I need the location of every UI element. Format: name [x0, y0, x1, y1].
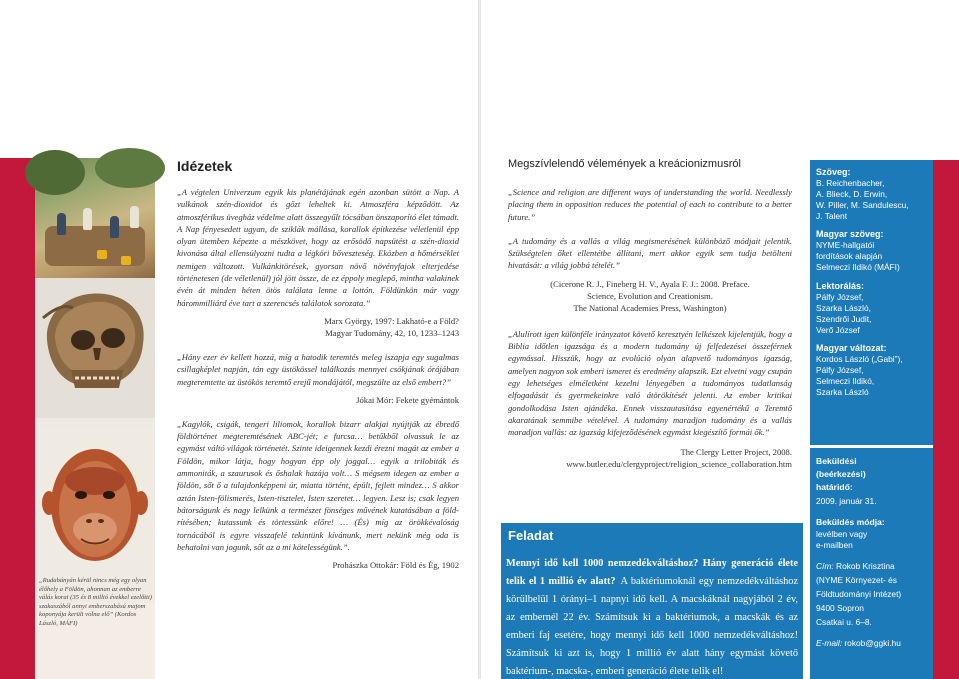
image-column — [35, 158, 155, 679]
quote-prohaszka: „Kagylók, csigák, tengeri liliomok, korallok bizarr alakjai nyújtják az ébredő földtörténet megteremtésének ABC-jét; e furcsa… betűkből olvassuk le az egymást váltó világok történetét. Szinte ideigennek kezdi érezni magát az ember a Földön, mikor látja, hogy hogyan épp oly joggal… egyik a trilobiták és ammoniták, a szaurusok és őshalak hazája volt… S mégsem idegen az ember a földön, sőt ő a tulajdonképpeni úr, miatta történt, épült, fejlett mindez… S akkor aztán Isten-fölismerés, Isten-tisztelet, Isten szeretet… legyen. Lesz is; csak legyen bátorságunk és nagy lelkünk a természet fönséges művének kutatásában a föld-rítésében; kutassunk és törtessünk előre! … (És) míg az örökkévalóság tornácából is egyre visszafelé tekintünk kívánunk, mert nekünk még oda is behatolni van jogunk, sőt az a mi kötelességünk.”. — [177, 418, 459, 552]
source-cicerone-line3: The National Academies Press, Washington) — [573, 302, 727, 313]
source-marx-line1: Marx György, 1997: Lakható-e a Föld? — [324, 315, 459, 326]
credits-text-line: A. Blieck, D. Erwin, — [816, 189, 888, 200]
address-label: Cím: — [816, 561, 834, 571]
ape-face-illustration — [35, 433, 155, 583]
credits-version-heading: Magyar változat: — [816, 343, 887, 353]
source-clergy-url: www.butler.edu/clergyproject/religion_science_collaboration.htm — [566, 459, 792, 470]
credits-version-line: Szarka László — [816, 387, 869, 398]
task-box — [501, 523, 803, 679]
credits-hungarian-text — [816, 228, 931, 273]
credits-version-line: Selmeczi Ildikó, — [816, 376, 875, 387]
credits-text-heading: Szöveg: — [816, 167, 851, 177]
source-marx-line2: Magyar Tudomány, 42, 10, 1233–1243 — [325, 327, 459, 338]
task-body: A baktériumoknál egy nemzedékváltáshoz körülbelül 1 órányi–1 napnyi idő kell. A macskáknál nagyjából 2 év, az embernél 22 év. Számítsuk ki a baktériumok, a macskák és az emberi faj esetére, hogy mennyi idő kell 1000 nemzedékváltáshoz! Számítsuk ki azt is, hogy 1 millió év alatt hány egymást követő baktérium-, macska-, emberi generáció élete telik el! — [506, 576, 799, 677]
right-page — [481, 0, 959, 679]
deadline-heading: Beküldési — [816, 456, 857, 466]
credits-hungarian-line: fordítások alapján — [816, 251, 883, 262]
source-cicerone-line2: Science, Evolution and Creationism. — [587, 290, 713, 301]
credits-hungarian-line: Selmeczi Ildikó (MÁFI) — [816, 262, 900, 273]
postal-address — [816, 561, 931, 628]
credits-text-line: W. Piller, M. Sandulescu, — [816, 200, 909, 211]
source-jokai: Jókai Mór: Fekete gyémántok — [356, 394, 459, 405]
submission-method-heading: Beküldés módja: — [816, 517, 885, 527]
right-red-bar — [933, 160, 959, 679]
credits-hungarian-heading: Magyar szöveg: — [816, 229, 884, 239]
left-red-bar — [0, 158, 35, 679]
source-marx — [177, 315, 459, 339]
quote-clergy-letter: „Alulírott igen különféle irányzatot követő keresztyén lelkészek kijelentjük, hogy a Biblia időtlen igazsága és a modern tudomány új felfedezései összeférnek egymással. Hisszük, hogy az evolúció olyan alapvető tudományos igazság, amelyen nagyon sok emberi ismeret és eredmény alapszik. Ezt elvetni vagy csupán egy lehetséges elméletként kezelni lényegében a tudományos tudatlanság elfogadását és gyermekeinkre való átörökítését jelenti. Az ember kritikai gondolkodása Isten ajándéka. Ennek visszautasítása egyenértékű a Teremtő akaratának semmibe vételével. A tudomány maradjon tudomány és a vallás maradjon vallás: az igazság kifejeződésének egymást kiegészítő formái ők.” — [508, 328, 792, 438]
credits-review-heading: Lektorálás: — [816, 281, 865, 291]
quote-science-religion-hu: „A tudomány és a vallás a világ megismerésének különböző módjait jelentik. Szükségtelen őket ellentétbe állítani, mert akkor egyik sem tudja betölteni hivatását: a világ jobbá tételét.” — [508, 235, 792, 271]
quote-science-religion-en: „Science and religion are different ways of understanding the world. Needlessly placing them in opposition reduces the potential of each to contribute to a better future.” — [508, 187, 792, 222]
address-line: 9400 Sopron — [816, 603, 864, 614]
address-line: (NYME Környezet- és — [816, 575, 897, 586]
credits-text — [816, 166, 931, 222]
section-title-velemenyek: Megszívlelendő vélemények a kreácionizmusról — [508, 158, 741, 170]
ape-caption: „Rudabányán kérül nincs még egy olyan élőhely a Földön, ahonnan az emberre válás korai (35 és 8 millió évekkel ezelőtti) szakaszából annyi emberszabású majom koponyája került volna elő” (Kordos László, MÁFI) — [39, 577, 152, 627]
excavation-photo — [35, 158, 155, 278]
credits-review-line: Szendrői Judit, — [816, 314, 872, 325]
address-line: Rokob Krisztina — [836, 561, 895, 571]
credits-hungarian-version — [816, 342, 931, 398]
address-line: Földtudományi Intézet) — [816, 589, 902, 600]
task-lead: Mennyi idő kell 1000 nemzedékváltáshoz? Hány generáció élete telik el 1 millió év alatt? — [506, 558, 798, 587]
credits-review-line: Szarka László, — [816, 303, 871, 314]
credits-text-line: B. Reichenbacher, — [816, 178, 885, 188]
credits-version-line: Pálfy József, — [816, 365, 864, 376]
credits-review-line: Verő József — [816, 325, 860, 336]
source-prohaszka: Prohászka Ottokár: Föld és Ég, 1902 — [332, 560, 459, 571]
source-clergy — [508, 446, 792, 470]
source-cicerone — [508, 278, 792, 314]
quote-jokai: „Hány ezer év kellett hozzá, míg a hatodik teremtés meleg iszapja egy sugalmas csillagképlet napján, tán egy üstökössel találkozás mennyei csókjának órájában megteremtette az üstökös teremtő erejű mondájától, megszülte az első embert?” — [177, 351, 459, 387]
quote-marx: „A végtelen Univerzum egyik kis planétájának egén azonban sütött a Nap. A vulkánok szén-dioxidot és gőzt leheltek ki. Atmoszféra képződött. Az atmoszférikus üvegház védelme alatt összegyűlt tócsában önszaporító élet támadt. A Nap fényesedett ugyan, de sziklák mállása, korallok építkezése véletlenül épp olyan ütemben képezte a mészkövet, hogy az erősödő napsütést a szén-dioxid kivonása által ellensúlyozni tudta a légköri bőveszteség. Eközben a hőmérséklet nemigen változott. Vulkánkitörések, gyorsan növő növényfajok elterjedése történetesen (de véletlenül) jól jött össze, de ez éppoly meglepő, mintha valakinek évén át minden héten ötös találata lenne a lottón. Földünkön már vagy hárommilliárd éve tart a szerencsés találatok sorozata.” — [177, 187, 459, 308]
opinions-section — [508, 158, 792, 482]
skull-illustration — [35, 278, 155, 418]
task-title: Feladat — [508, 528, 554, 543]
credits-version-line: Kordos László („Gabi”), — [816, 354, 903, 364]
task-text — [506, 553, 798, 679]
email-label: E-mail: — [816, 638, 843, 648]
credits-sidebar — [810, 160, 933, 679]
credits-hungarian-line: NYME-hallgatói — [816, 240, 875, 250]
source-clergy-line1: The Clergy Letter Project, 2008. — [680, 447, 792, 458]
credits-review — [816, 280, 931, 336]
section-title-idezetek: Idézetek — [177, 158, 233, 174]
address-line: Csatkai u. 6–8. — [816, 617, 872, 628]
sidebar-divider — [810, 445, 933, 448]
submission-method-line: e-mailben — [816, 540, 853, 551]
credits-review-line: Pálfy József, — [816, 292, 864, 302]
source-cicerone-line1: (Cicerone R. J., Fineberg H. V., Ayala F. J.: 2008. Preface. — [550, 278, 750, 289]
deadline-heading: határidő: — [816, 482, 853, 492]
submission-method-line: levélben vagy — [816, 529, 868, 539]
deadline-heading: (beérkezési) — [816, 469, 866, 479]
credits-text-line: J. Talent — [816, 211, 848, 222]
deadline-date: 2009. január 31. — [816, 496, 877, 506]
submission-method — [816, 516, 931, 551]
email-contact — [816, 638, 931, 649]
quotes-section — [177, 158, 459, 583]
deadline — [816, 455, 931, 507]
email-address[interactable]: rokob@ggki.hu — [844, 638, 901, 648]
left-page — [0, 0, 478, 679]
